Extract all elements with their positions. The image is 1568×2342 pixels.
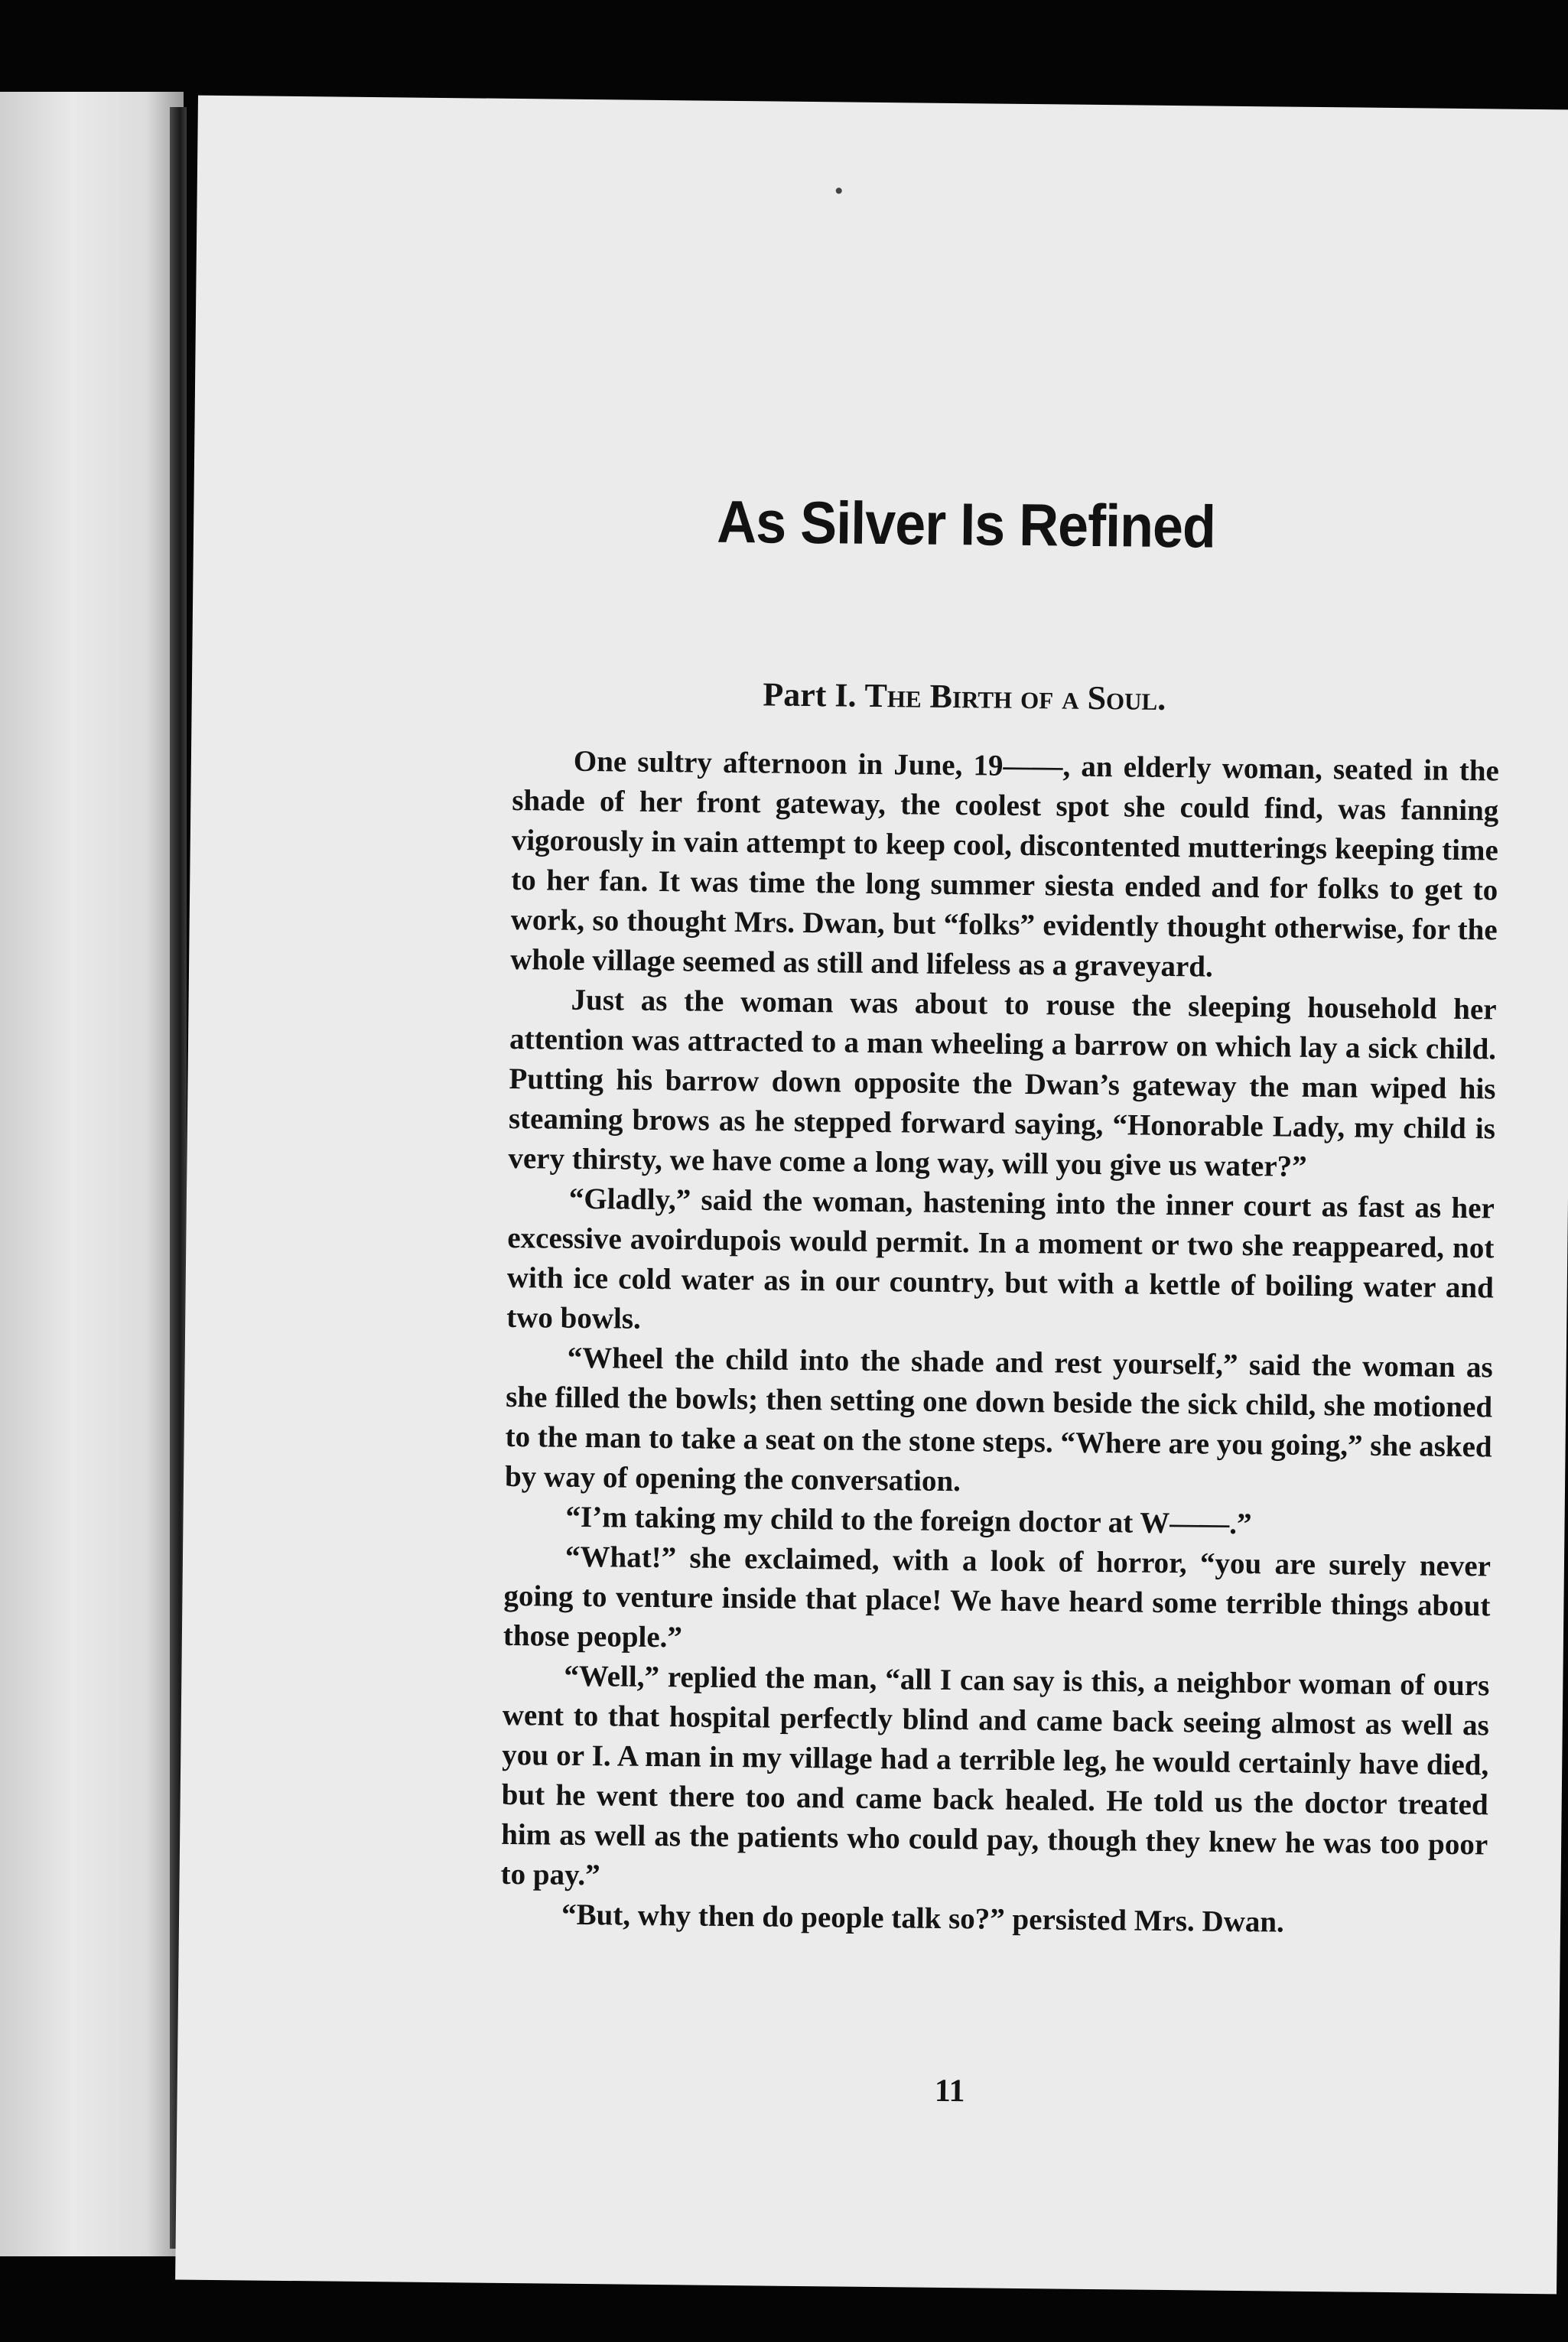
part-title: The Birth of a Soul. [864, 676, 1166, 717]
paragraph: “Wheel the child into the shade and rest yourself,” said the woman as she filled the bowls; then setting one down beside the sick child, she motioned to the man to take a seat on the stone steps. “Where are you going,” she asked by way of opening the conversation. [504, 1341, 1493, 1498]
facing-page-edge [0, 92, 184, 2256]
page-number: 11 [934, 2073, 965, 2109]
part-label: Part I. [763, 675, 857, 714]
paragraph: “I’m taking my child to the foreign doctor at W——.” [565, 1500, 1252, 1541]
book-page [175, 96, 1568, 2295]
body-text [500, 741, 1499, 1944]
paragraph: “Well,” replied the man, “all I can say is this, a neighbor woman of ours went to that hospital perfectly blind and came back seeing almost as well as you or I. A man in my village had a terrible leg, he would certainly have died, but he went there too and came back healed. He told us the doctor treated him as well as the patients who could pay, though they knew he was too poor to pay.” [500, 1659, 1490, 1892]
paragraph: “Gladly,” said the woman, hastening into the inner court as fast as her excessive avoirdupois would permit. In a moment or two she reappeared, not with ice cold water as in our country, but with a kettle of boiling water and two bowls. [506, 1182, 1495, 1335]
dust-speck [836, 187, 842, 194]
paragraph: “But, why then do people talk so?” persisted Mrs. Dwan. [561, 1898, 1285, 1939]
part-heading [536, 672, 1393, 720]
paragraph: “What!” she exclaimed, with a look of horror, “you are surely never going to venture inside that place! We have heard some terrible things about those people.” [503, 1540, 1492, 1654]
paragraph: One sultry afternoon in June, 19——, an elderly woman, seated in the shade of her front gateway, the coolest spot she could find, was fanning vigorously in vain attempt to keep cool, discontented mutterings keeping time to her fan. It was time the long summer siesta ended and for folks to get to work, so thought Mrs. Dwan, but “folks” evidently thought otherwise, for the whole village seemed as still and lifeless as a graveyard. [509, 744, 1500, 984]
paragraph: Just as the woman was about to rouse the sleeping household her attention was attracted to a man wheeling a barrow on which lay a sick child. Putting his barrow down opposite the Dwan’s gateway the man wiped his steaming brows as he stepped forward saying, “Honorable Lady, my child is very thirsty, we have come a long way, will you give us water?” [508, 983, 1497, 1183]
chapter-title: As Silver Is Refined [716, 487, 1216, 561]
